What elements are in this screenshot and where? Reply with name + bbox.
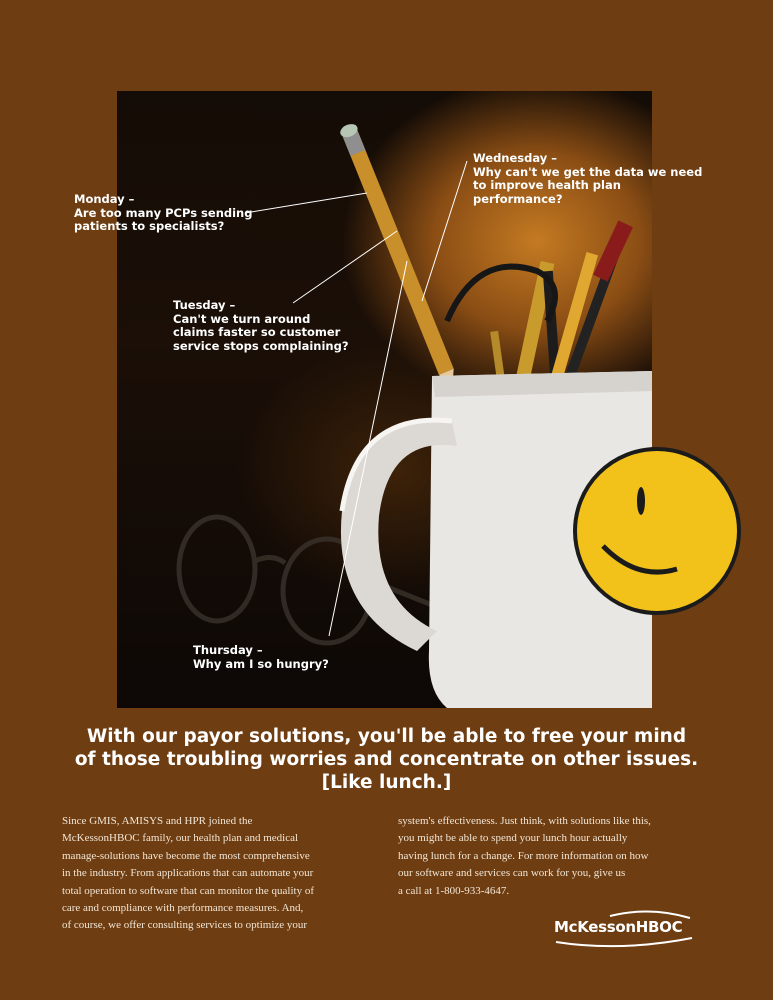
callout-wednesday: Wednesday – Why can't we get the data we need to improve health plan performance? [473, 151, 703, 206]
body-column-1 [62, 813, 382, 935]
callout-tuesday: Tuesday – Can't we turn around claims faster so customer service stops complaining? [173, 298, 349, 353]
headline-line-2: of those troubling worries and concentrate on other issues. [74, 749, 699, 770]
body-text-2: system's effectiveness. Just think, with solutions like this, you might be able to spend your lunch hour actually having lunch for a change. For more information on how our software and services can work for you, give us a call at 1-800-933-4647. [398, 815, 651, 897]
body-text-1: Since GMIS, AMISYS and HPR joined the McKessonHBOC family, our health plan and medical manage-solutions have become the most comprehensive in the industry. From applications that can automate your total operation to software that can monitor the quality of care and compliance with performance measures. And, of course, we offer consulting services to optimize your [62, 815, 315, 932]
callout-monday: Monday – Are too many PCPs sending patients to specialists? [74, 192, 253, 233]
hero-photo [74, 91, 703, 708]
callout-thursday: Thursday – Why am I so hungry? [193, 643, 329, 671]
body-column-2 [398, 813, 718, 900]
headline-line-1: With our payor solutions, you'll be able to free your mind [86, 726, 687, 747]
headline-line-3: [Like lunch.] [321, 772, 452, 793]
smiley-face-icon [575, 449, 739, 613]
mckessonhboc-logo [550, 908, 700, 948]
logo-wordmark: McKessonHBOC [554, 918, 683, 936]
headline [40, 725, 733, 794]
